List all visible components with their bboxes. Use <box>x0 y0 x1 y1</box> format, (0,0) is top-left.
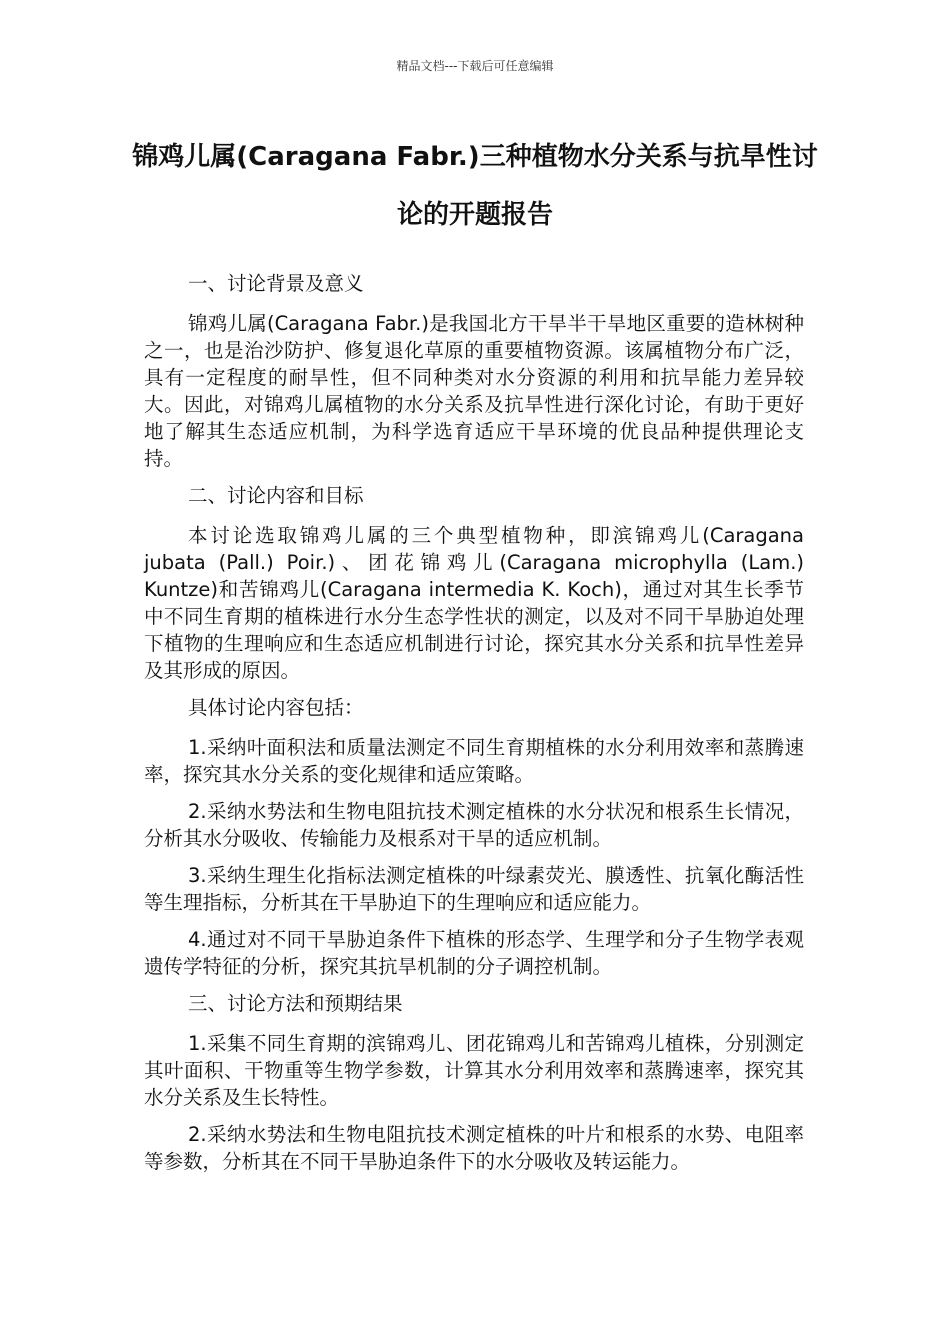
list-item-method-2: 2.采纳水势法和生物电阻抗技术测定植株的叶片和根系的水势、电阻率等参数，分析其在不同干旱胁迫条件下的水分吸收及转运能力。 <box>144 1123 804 1173</box>
section-heading-methods: 三、讨论方法和预期结果 <box>188 992 403 1015</box>
list-item-content-2: 2.采纳水势法和生物电阻抗技术测定植株的水分状况和根系生长情况，分析其水分吸收、传输能力及根系对干旱的适应机制。 <box>144 800 804 850</box>
document-title: 锦鸡儿属(Caragana Fabr.)三种植物水分关系与抗旱性讨论的开题报告 <box>132 142 818 230</box>
paragraph-content-intro: 具体讨论内容包括： <box>188 696 364 719</box>
section-heading-background: 一、讨论背景及意义 <box>188 272 364 295</box>
list-item-content-3: 3.采纳生理生化指标法测定植株的叶绿素荧光、膜透性、抗氧化酶活性等生理指标，分析其在干旱胁迫下的生理响应和适应能力。 <box>144 864 804 914</box>
list-item-method-1: 1.采集不同生育期的滨锦鸡儿、团花锦鸡儿和苦锦鸡儿植株，分别测定其叶面积、干物重等生物学参数，计算其水分利用效率和蒸腾速率，探究其水分关系及生长特性。 <box>144 1032 804 1109</box>
paragraph-study-overview: 本讨论选取锦鸡儿属的三个典型植物种，即滨锦鸡儿(Caragana jubata (Pall.) Poir.)、团花锦鸡儿(Caragana microphylla (Lam.) Kuntze)和苦锦鸡儿(Caragana intermedia K. Koch)，通过对其生长季节中不同生育期的植株进行水分生态学性状的测定，以及对不同干旱胁迫处理下植物的生理响应和生态适应机制进行讨论，探究其水分关系和抗旱性差异及其形成的原因。 <box>144 524 804 682</box>
document-body <box>144 270 804 1185</box>
header-note: 精品文档---下载后可任意编辑 <box>396 59 554 73</box>
paragraph-background: 锦鸡儿属(Caragana Fabr.)是我国北方干旱半干旱地区重要的造林树种之一，也是治沙防护、修复退化草原的重要植物资源。该属植物分布广泛，具有一定程度的耐旱性，但不同种类对水分资源的利用和抗旱能力差异较大。因此，对锦鸡儿属植物的水分关系及抗旱性进行深化讨论，有助于更好地了解其生态适应机制，为科学选育适应干旱环境的优良品种提供理论支持。 <box>144 312 804 470</box>
list-item-content-1: 1.采纳叶面积法和质量法测定不同生育期植株的水分利用效率和蒸腾速率，探究其水分关系的变化规律和适应策略。 <box>144 736 804 786</box>
section-heading-content-goals: 二、讨论内容和目标 <box>188 484 364 507</box>
list-item-content-4: 4.通过对不同干旱胁迫条件下植株的形态学、生理学和分子生物学表观遗传学特征的分析，探究其抗旱机制的分子调控机制。 <box>144 928 804 978</box>
